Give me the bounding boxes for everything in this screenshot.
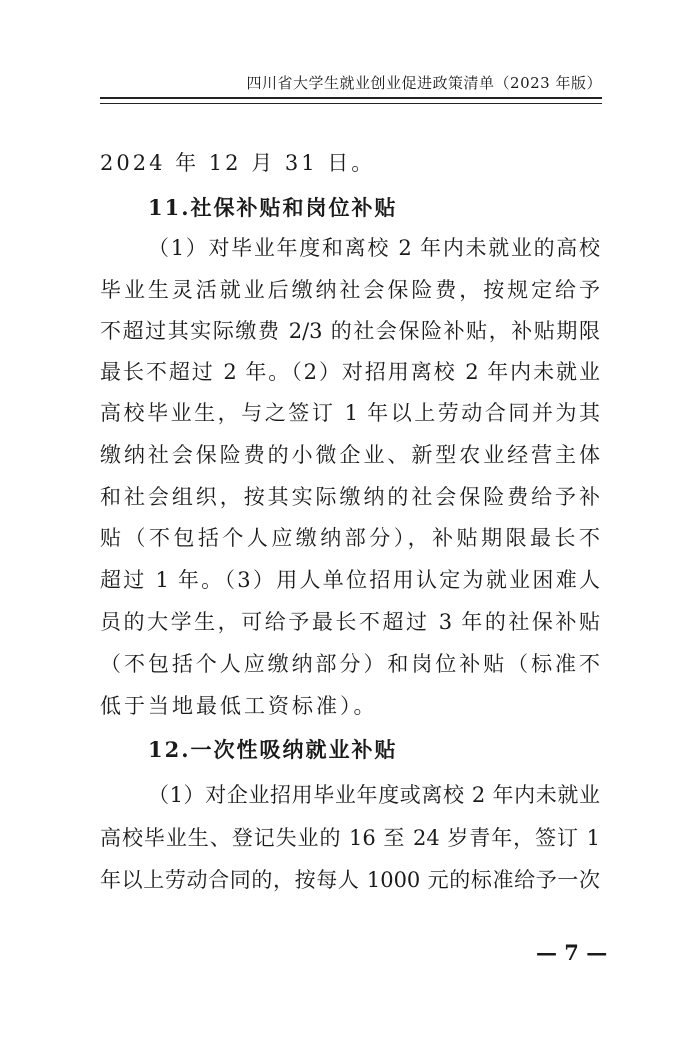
header-double-rule	[100, 97, 602, 104]
text-line: 和社会组织，按其实际缴纳的社会保险费给予补	[100, 485, 600, 509]
text-line: 毕业生灵活就业后缴纳社会保险费，按规定给予	[100, 278, 600, 302]
text-line: 缴纳社会保险费的小微企业、新型农业经营主体	[100, 443, 600, 467]
text-line: 2024 年 12 月 31 日。	[100, 151, 376, 175]
text-line: （1）对毕业年度和离校 2 年内未就业的高校	[148, 236, 600, 260]
page-number: — 7 —	[536, 940, 608, 965]
section-heading: 12.一次性吸纳就业补贴	[148, 737, 398, 762]
text-line: （1）对企业招用毕业年度或离校 2 年内未就业	[148, 783, 600, 807]
text-line: 员的大学生，可给予最长不超过 3 年的社保补贴	[100, 610, 600, 634]
text-line: 年以上劳动合同的，按每人 1000 元的标准给予一次	[100, 868, 600, 892]
text-line: 超过 1 年。（3）用人单位招用认定为就业困难人	[100, 568, 600, 592]
text-line: 最长不超过 2 年。（2）对招用离校 2 年内未就业	[100, 360, 600, 384]
text-line: 高校毕业生、登记失业的 16 至 24 岁青年，签订 1	[100, 826, 600, 850]
text-line: 高校毕业生，与之签订 1 年以上劳动合同并为其	[100, 401, 600, 425]
text-line: 贴（不包括个人应缴纳部分），补贴期限最长不	[100, 526, 600, 550]
text-line: 低于当地最低工资标准）。	[100, 694, 378, 718]
running-header: 四川省大学生就业创业促进政策清单（2023 年版）	[246, 74, 602, 92]
text-line: （不包括个人应缴纳部分）和岗位补贴（标准不	[100, 652, 600, 676]
section-heading: 11.社保补贴和岗位补贴	[148, 195, 398, 220]
text-line: 不超过其实际缴费 2/3 的社会保险补贴，补贴期限	[100, 319, 600, 343]
